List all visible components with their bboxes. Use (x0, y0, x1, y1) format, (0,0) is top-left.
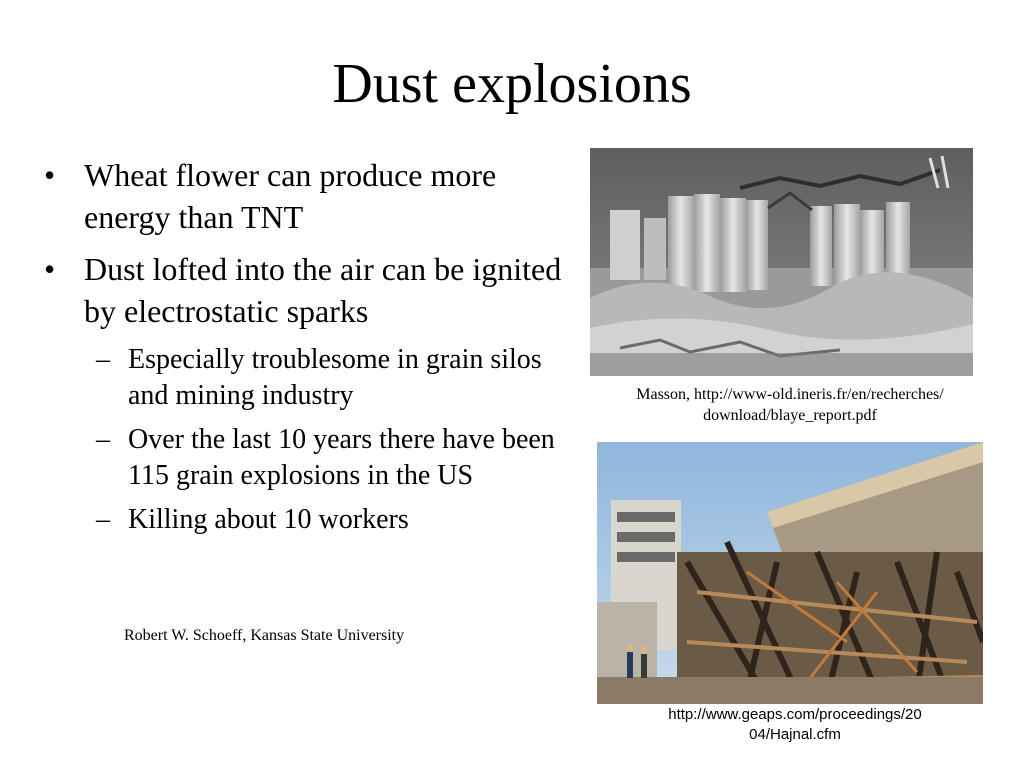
slide-title: Dust explosions (332, 53, 692, 115)
bullet-marker: • (44, 157, 56, 193)
photo-2-caption: http://www.geaps.com/proceedings/20 04/Hajnal.cfm (668, 706, 922, 743)
bullet-item (44, 154, 564, 238)
sub-bullet-marker: – (96, 344, 110, 375)
bullet-marker: • (44, 251, 56, 287)
wreckage-photo (597, 442, 983, 704)
sub-bullet-text: Over the last 10 years there have been 115 grain explosions in the US (128, 424, 555, 491)
sub-bullet-item (44, 422, 564, 494)
sub-bullet-item (44, 502, 564, 538)
sub-bullet-text: Especially troublesome in grain silos and mining industry (128, 344, 542, 411)
silo-explosion-photo (590, 148, 973, 376)
bullet-item (44, 248, 564, 332)
sub-bullet-marker: – (96, 504, 110, 535)
bullet-text: Dust lofted into the air can be ignited by electrostatic sparks (84, 251, 562, 329)
bullet-list (44, 154, 564, 546)
bullet-text: Wheat flower can produce more energy than TNT (84, 157, 497, 235)
sub-bullet-item (44, 342, 564, 414)
bullet-source-citation: Robert W. Schoeff, Kansas State University (124, 627, 405, 644)
sub-bullet-text: Killing about 10 workers (128, 504, 409, 535)
photo-1-caption: Masson, http://www-old.ineris.fr/en/recherches/ download/blaye_report.pdf (636, 386, 944, 424)
sub-bullet-marker: – (96, 424, 110, 455)
